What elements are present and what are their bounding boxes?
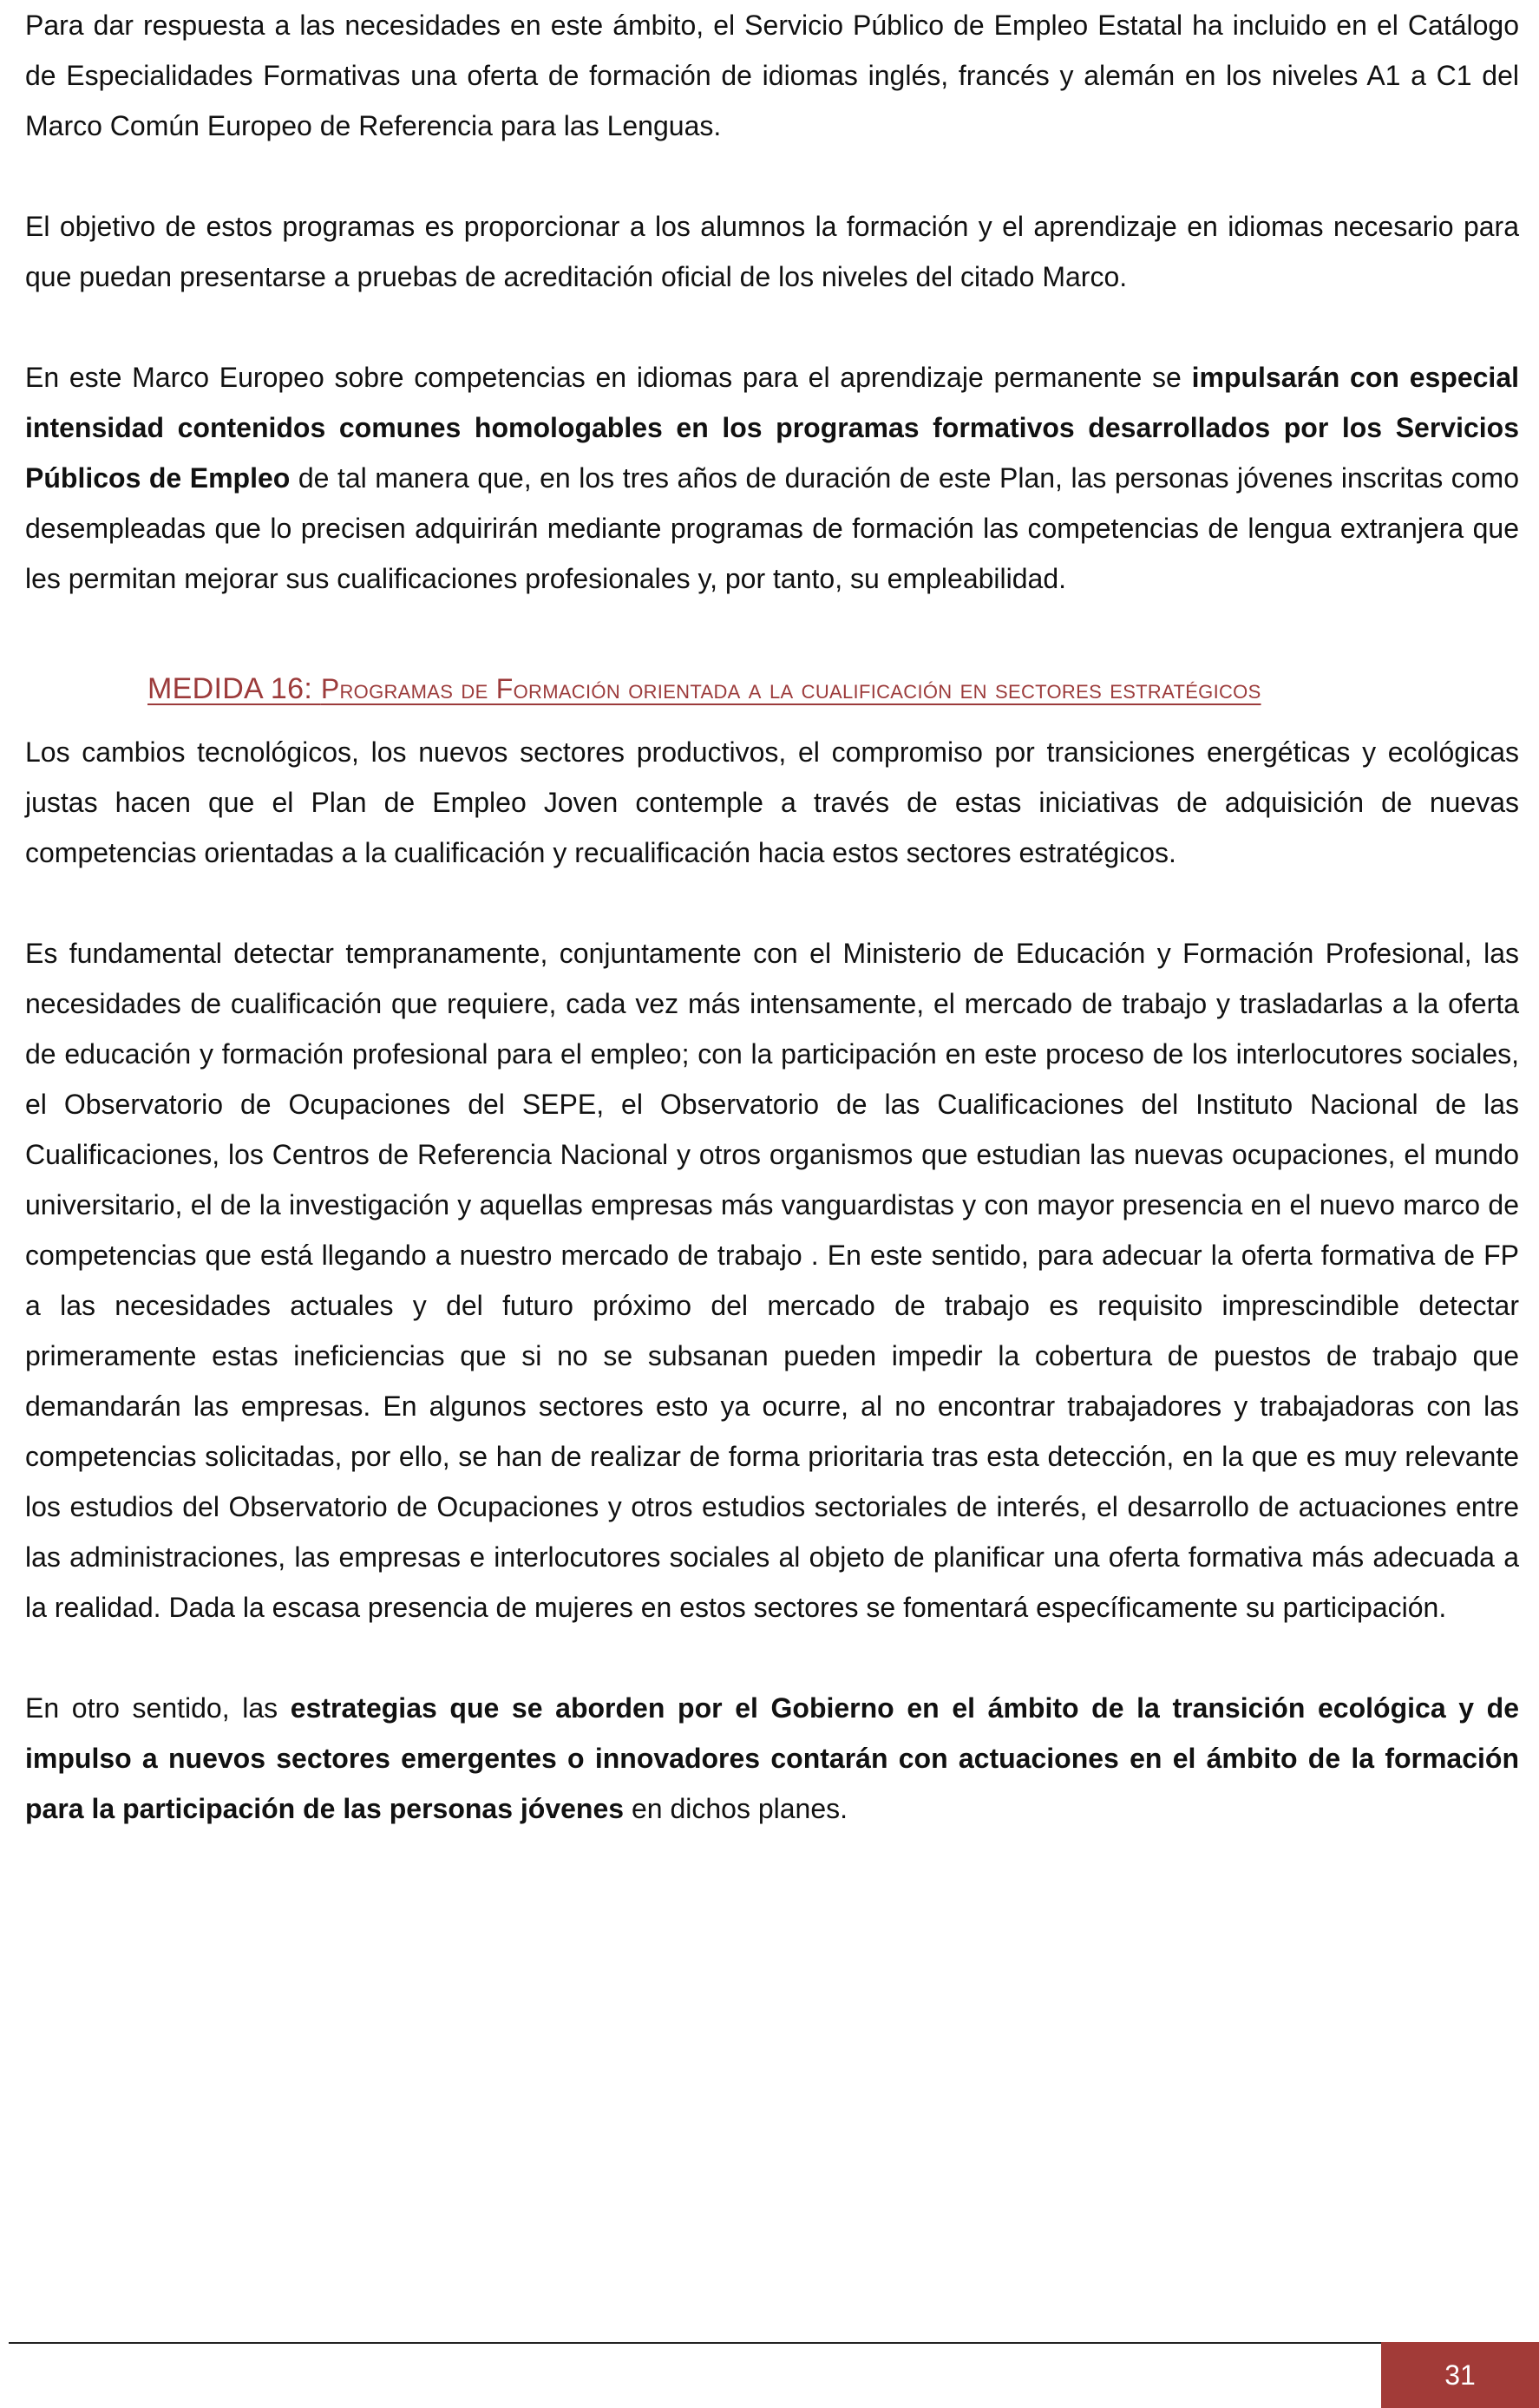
paragraph-emphasis: estrategias que se aborden por el Gobierno en el ámbito de la transición ecológica y de impulso a nuevos sectores emergentes o innovadores contarán con actuaciones en el ámbito de la formación para la participación de las personas jóvenes	[25, 1692, 1520, 1824]
heading-text: Programas de Formación orientada a la cualificación en sectores estratégicos	[320, 673, 1261, 704]
paragraph-text: En este Marco Europeo sobre competencias en idiomas para el aprendizaje permanente se	[25, 362, 1192, 393]
paragraph-qualification-needs: Es fundamental detectar tempranamente, conjuntamente con el Ministerio de Educación y Formación Profesional, las necesidades de cualificación que requiere, cada vez más intensamente, el mercado de trabajo y trasladarlas a la oferta de educación y formación profesional para el empleo; con la participación en este proceso de los interlocutores sociales, el Observatorio de Ocupaciones del SEPE, el Observatorio de las Cualificaciones del Instituto Nacional de las Cualificaciones, los Centros de Referencia Nacional y otros organismos que estudian las nuevas ocupaciones, el mundo universitario, el de la investigación y aquellas empresas más vanguardistas y con mayor presencia en el nuevo marco de competencias que está llegando a nuestro mercado de trabajo . En este sentido, para adecuar la oferta formativa de FP a las necesidades actuales y del futuro próximo del mercado de trabajo es requisito imprescindible detectar primeramente estas ineficiencias que si no se subsanan pueden impedir la cobertura de puestos de trabajo que demandarán las empresas. En algunos sectores esto ya ocurre, al no encontrar trabajadores y trabajadoras con las competencias solicitadas, por ello, se han de realizar de forma prioritaria tras esta detección, en la que es muy relevante los estudios del Observatorio de Ocupaciones y otros estudios sectoriales de interés, el desarrollo de actuaciones entre las administraciones, las empresas e interlocutores sociales al objeto de planificar una oferta formativa más adecuada a la realidad. Dada la escasa presencia de mujeres en estos sectores se fomentará específicamente su participación.	[25, 938, 1519, 1623]
document-body	[25, 0, 1519, 1834]
footer-divider	[9, 2342, 1539, 2344]
paragraph-text: de tal manera que, en los tres años de duración de este Plan, las personas jóvenes inscritas como desempleadas que lo precisen adquirirán mediante programas de formación las competencias de lengua extranjera que les permitan mejorar sus cualificaciones profesionales y, por tanto, su empleabilidad.	[25, 462, 1520, 594]
paragraph-text: en dichos planes.	[624, 1793, 848, 1824]
spacer	[25, 604, 1519, 654]
section-heading-medida-16	[147, 654, 1379, 723]
paragraph-language-training-offer: Para dar respuesta a las necesidades en este ámbito, el Servicio Público de Empleo Estatal ha incluido en el Catálogo de Especialidades Formativas una oferta de formación de idiomas inglés, francés y alemán en los niveles A1 a C1 del Marco Común Europeo de Referencia para las Lenguas.	[25, 10, 1519, 141]
paragraph-government-strategies	[25, 1683, 1519, 1834]
paragraph-european-framework	[25, 352, 1519, 604]
paragraph-emphasis: impulsarán con especial intensidad contenidos comunes homologables en los programas formativos desarrollados por los Servicios Públicos de Empleo	[25, 362, 1520, 494]
paragraph-text: En otro sentido, las	[25, 1692, 291, 1724]
page-number: 31	[1444, 2359, 1476, 2391]
paragraph-program-objective: El objetivo de estos programas es proporcionar a los alumnos la formación y el aprendizaje en idiomas necesario para que puedan presentarse a pruebas de acreditación oficial de los niveles del citado Marco.	[25, 211, 1519, 292]
paragraph-technological-changes: Los cambios tecnológicos, los nuevos sectores productivos, el compromiso por transiciones energéticas y ecológicas justas hacen que el Plan de Empleo Joven contemple a través de estas iniciativas de adquisición de nuevas competencias orientadas a la cualificación y recualificación hacia estos sectores estratégicos.	[25, 736, 1519, 868]
heading-prefix: MEDIDA 16:	[147, 672, 321, 705]
page-number-badge	[1381, 2342, 1539, 2408]
